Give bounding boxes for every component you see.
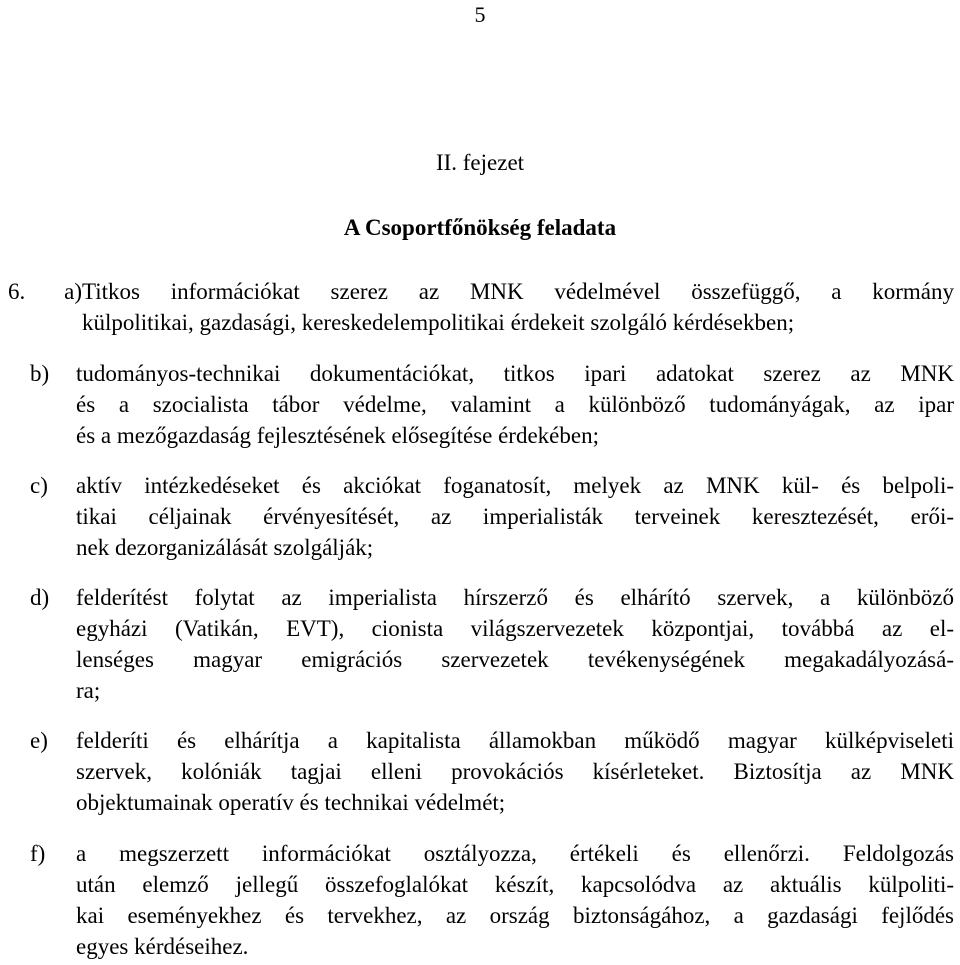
item-line: és a szocialista tábor védelme, valamint a különböző tudományágak, az ipar (76, 392, 954, 417)
item-line: és a mezőgazdaság fejlesztésének elősegítése érdekében; (76, 423, 599, 448)
item-line: egyes kérdéseihez. (76, 934, 249, 959)
item-text: aktív intézkedéseket és akciókat foganatosít, melyek az MNK kül- és belpoli- (76, 473, 954, 498)
item-line (30, 470, 954, 501)
chapter-title: II. fejezet (435, 150, 525, 175)
list-item-a (8, 276, 954, 338)
item-line: kai eseményekhez és tervekhez, az ország biztonságához, a gazdasági fejlődés (76, 903, 954, 928)
item-line (8, 276, 954, 307)
item-label: b) (30, 361, 50, 386)
page-number: 5 (474, 2, 486, 27)
item-label: c) (30, 473, 48, 498)
list-item-f (30, 838, 954, 962)
item-line (30, 358, 954, 389)
item-line (30, 725, 954, 756)
item-text: Titkos információkat szerez az MNK védelmével összefüggő, a kormány (82, 279, 954, 304)
item-line: lenséges magyar emigrációs szervezetek tevékenységének megakadályozásá- (76, 647, 954, 672)
list-item-b (30, 358, 954, 451)
item-line (30, 582, 954, 613)
list-item-c (30, 470, 954, 563)
item-line: egyházi (Vatikán, EVT), cionista világszervezetek központjai, továbbá az el- (76, 616, 954, 641)
item-label: e) (30, 728, 48, 753)
item-line: szervek, kolóniák tagjai elleni provokációs kísérleteket. Biztosítja az MNK (76, 759, 954, 784)
item-line: objektumainak operatív és technikai védelmét; (76, 790, 506, 815)
item-label: 6. a) (8, 279, 82, 304)
list-item-e (30, 725, 954, 818)
item-line: nek dezorganizálását szolgálják; (76, 535, 374, 560)
item-line: ra; (76, 678, 101, 703)
item-label: f) (30, 841, 46, 866)
item-text: felderítést folytat az imperialista hírszerző és elhárító szervek, a különböző (76, 585, 954, 610)
item-line: külpolitikai, gazdasági, kereskedelempolitikai érdekeit szolgáló kérdésekben; (82, 310, 795, 335)
item-line: után elemző jellegű összefoglalókat készít, kapcsolódva az aktuális külpoliti- (76, 872, 954, 897)
item-label: d) (30, 585, 50, 610)
section-heading: A Csoportfőnökség feladata (343, 215, 617, 240)
item-text: felderíti és elhárítja a kapitalista államokban működő magyar külképviseleti (76, 728, 954, 753)
item-line (30, 838, 954, 869)
item-line: tikai céljainak érvényesítését, az imperialisták terveinek keresztezését, erői- (76, 504, 954, 529)
item-text: a megszerzett információkat osztályozza, értékeli és ellenőrzi. Feldolgozás (76, 841, 954, 866)
list-item-d (30, 582, 954, 706)
item-text: tudományos-technikai dokumentációkat, titkos ipari adatokat szerez az MNK (76, 361, 954, 386)
